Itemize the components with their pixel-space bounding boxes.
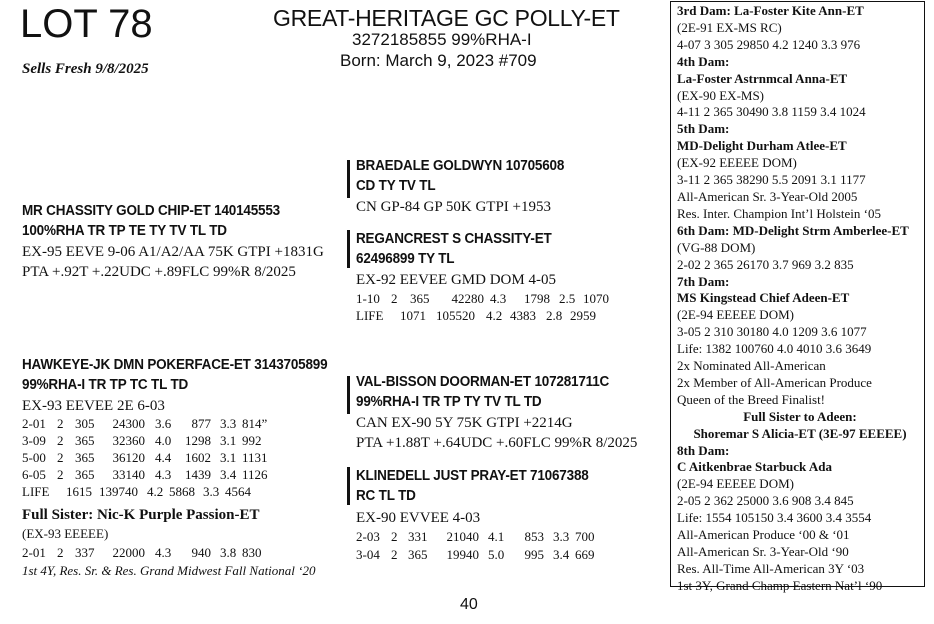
- rec-prot: 830: [242, 545, 262, 560]
- pedigree-line: 2-05 2 362 25000 3.6 908 3.4 845: [677, 493, 854, 509]
- sire-dam-record-row: [356, 291, 609, 307]
- rec-milk: 21040: [446, 529, 479, 544]
- rec-times: 2: [57, 450, 64, 465]
- dam-sire-bracket: [347, 376, 350, 414]
- dam-life-row: [22, 484, 251, 500]
- pedigree-line: MS Kingstead Chief Adeen-ET: [677, 290, 850, 306]
- rec-label: LIFE: [22, 484, 50, 499]
- rec-days: 305: [75, 416, 95, 431]
- pedigree-line: 7th Dam:: [677, 273, 730, 289]
- dam-record-row: [22, 450, 268, 466]
- pedigree-line: Life: 1382 100760 4.0 4010 3.6 3649: [677, 341, 872, 357]
- dam-dam-name: KLINEDELL JUST PRAY-ET 71067388: [356, 468, 589, 484]
- rec-fat: 995: [524, 547, 544, 562]
- rec-fat-pct: 4.0: [155, 433, 172, 448]
- pedigree-line: 5th Dam:: [677, 121, 730, 137]
- rec-fat-pct: 4.2: [486, 308, 503, 323]
- rec-days: 365: [75, 433, 95, 448]
- rec-milk: 19940: [446, 547, 479, 562]
- rec-age: 3-04: [356, 547, 380, 562]
- pedigree-line: (2E-94 EEEEE DOM): [677, 307, 794, 323]
- pedigree-line: MD-Delight Durham Atlee-ET: [677, 138, 847, 154]
- rec-fat-pct: 4.3: [490, 291, 507, 306]
- sire-dam-classification: EX-92 EEVEE GMD DOM 4-05: [356, 272, 556, 288]
- rec-milk: 33140: [112, 467, 145, 482]
- rec-days: 331: [408, 529, 428, 544]
- rec-prot: 669: [575, 547, 595, 562]
- animal-birthdate: Born: March 9, 2023 #709: [340, 51, 537, 70]
- dam-record-row: [22, 467, 268, 483]
- pedigree-line: 2x Nominated All-American: [677, 358, 826, 374]
- dam-full-sister-class: (EX-93 EEEEE): [22, 526, 109, 541]
- dam-dam-bracket: [347, 467, 350, 505]
- animal-name: GREAT-HERITAGE GC POLLY-ET: [273, 5, 620, 31]
- lot-number: LOT 78: [20, 2, 153, 46]
- dam-sire-classification: CAN EX-90 5Y 75K GTPI +2214G: [356, 415, 573, 431]
- sire-codes: 100%RHA TR TP TE TY TV TL TD: [22, 223, 227, 239]
- dam-sire-proof: PTA +1.88T +.64UDC +.60FLC 99%R 8/2025: [356, 435, 638, 451]
- pedigree-line: 4-07 3 305 29850 4.2 1240 3.3 976: [677, 36, 861, 52]
- dam-dam-record-row: [356, 529, 595, 545]
- rec-prot-pct: 3.1: [220, 433, 237, 448]
- dam-sire-codes: 99%RHA-I TR TP TY TV TL TD: [356, 394, 542, 410]
- rec-milk: 22000: [112, 545, 145, 560]
- rec-prot-pct: 3.4: [220, 467, 237, 482]
- pedigree-line: (VG-88 DOM): [677, 239, 756, 255]
- rec-fat: 877: [191, 416, 211, 431]
- sire-sire-bracket: [347, 160, 350, 198]
- pedigree-line: (EX-92 EEEEE DOM): [677, 155, 797, 171]
- dam-name: HAWKEYE-JK DMN POKERFACE-ET 3143705899: [22, 357, 328, 373]
- rec-prot: 2959: [570, 308, 596, 323]
- pedigree-line: 4-11 2 365 30490 3.8 1159 3.4 1024: [677, 104, 866, 120]
- dam-dam-codes: RC TL TD: [356, 488, 416, 504]
- rec-prot-pct: 2.8: [546, 308, 563, 323]
- rec-prot: 1131: [242, 450, 268, 465]
- dam-full-sister: Full Sister: Nic-K Purple Passion-ET: [22, 507, 260, 523]
- sire-dam-bracket: [347, 230, 350, 268]
- rec-days: 365: [75, 467, 95, 482]
- rec-prot: 1126: [242, 467, 268, 482]
- rec-milk: 105520: [436, 308, 475, 323]
- rec-fat: 1602: [185, 450, 211, 465]
- sire-sire-codes: CD TY TV TL: [356, 178, 436, 194]
- animal-registration: 3272185855 99%RHA-I: [352, 30, 532, 49]
- pedigree-line: 4th Dam:: [677, 53, 730, 69]
- dam-sire-name: VAL-BISSON DOORMAN-ET 107281711C: [356, 374, 610, 390]
- rec-fat: 4383: [510, 308, 536, 323]
- pedigree-line: Full Sister to Adeen:: [743, 408, 857, 424]
- rec-prot-pct: 2.5: [559, 291, 576, 306]
- rec-fat-pct: 4.3: [155, 467, 172, 482]
- rec-prot-pct: 3.1: [220, 450, 237, 465]
- pedigree-line: 3-05 2 310 30180 4.0 1209 3.6 1077: [677, 324, 867, 340]
- rec-prot: 814”: [242, 416, 268, 431]
- rec-times: 2: [57, 467, 64, 482]
- sire-proof: PTA +.92T +.22UDC +.89FLC 99%R 8/2025: [22, 264, 296, 280]
- rec-fat-pct: 5.0: [488, 547, 505, 562]
- rec-age: 1-10: [356, 291, 380, 306]
- dam-classification: EX-93 EEVEE 2E 6-03: [22, 398, 165, 414]
- rec-fat-pct: 4.4: [155, 450, 172, 465]
- pedigree-line: Res. Inter. Champion Int’l Holstein ‘05: [677, 205, 882, 221]
- rec-times: 2: [57, 545, 64, 560]
- dam-codes: 99%RHA-I TR TP TC TL TD: [22, 377, 189, 393]
- pedigree-line: Res. All-Time All-American 3Y ‘03: [677, 560, 865, 576]
- rec-fat: 1298: [185, 433, 211, 448]
- rec-milk: 42280: [451, 291, 484, 306]
- rec-fat: 853: [524, 529, 544, 544]
- sire-name: MR CHASSITY GOLD CHIP-ET 140145553: [22, 203, 280, 219]
- pedigree-line: Shoremar S Alicia-ET (3E-97 EEEEE): [693, 425, 907, 441]
- rec-fat: 5868: [169, 484, 195, 499]
- pedigree-line: 6th Dam: MD-Delight Strm Amberlee-ET: [677, 222, 909, 238]
- pedigree-line: 3-11 2 365 38290 5.5 2091 3.1 1177: [677, 172, 866, 188]
- rec-milk: 32360: [112, 433, 145, 448]
- pedigree-line: (2E-91 EX-MS RC): [677, 19, 782, 35]
- rec-times: 2: [391, 547, 398, 562]
- rec-age: 6-05: [22, 467, 46, 482]
- pedigree-line: (2E-94 EEEEE DOM): [677, 476, 794, 492]
- sire-dam-reg: 62496899 TY TL: [356, 251, 455, 267]
- dam-dam-record-row: [356, 547, 595, 563]
- rec-fat: 940: [191, 545, 211, 560]
- dam-record-row: [22, 433, 262, 449]
- dam-full-sister-record: [22, 545, 262, 561]
- rec-age: 2-01: [22, 545, 46, 560]
- rec-prot: 992: [242, 433, 262, 448]
- rec-fat-pct: 4.1: [488, 529, 505, 544]
- rec-days: 365: [408, 547, 428, 562]
- pedigree-line: La-Foster Astrnmcal Anna-ET: [677, 70, 848, 86]
- rec-times: 2: [57, 433, 64, 448]
- rec-times: 2: [391, 529, 398, 544]
- sire-dam-name: REGANCREST S CHASSITY-ET: [356, 231, 552, 247]
- pedigree-line: All-American Produce ‘00 & ‘01: [677, 527, 850, 543]
- rec-prot-pct: 3.3: [220, 416, 237, 431]
- extended-pedigree: [677, 3, 923, 595]
- pedigree-line: (EX-90 EX-MS): [677, 87, 765, 103]
- pedigree-line: All-American Sr. 3-Year-Old ‘90: [677, 544, 849, 559]
- sells-fresh-date: Sells Fresh 9/8/2025: [22, 61, 149, 77]
- rec-fat-pct: 4.2: [147, 484, 164, 499]
- dam-full-sister-note: 1st 4Y, Res. Sr. & Res. Grand Midwest Fall National ‘20: [22, 563, 316, 578]
- rec-age: 3-09: [22, 433, 46, 448]
- rec-prot: 1070: [583, 291, 609, 306]
- sire-dam-life-row: [356, 308, 596, 324]
- rec-milk: 139740: [99, 484, 138, 499]
- sire-sire-proof: CN GP-84 GP 50K GTPI +1953: [356, 199, 551, 215]
- dam-record-row: [22, 416, 267, 432]
- pedigree-line: C Aitkenbrae Starbuck Ada: [677, 459, 832, 475]
- rec-prot: 4564: [225, 484, 251, 499]
- pedigree-line: 3rd Dam: La-Foster Kite Ann-ET: [677, 3, 864, 18]
- pedigree-line: 8th Dam:: [677, 442, 730, 458]
- rec-days: 337: [75, 545, 95, 560]
- rec-times: 2: [391, 291, 398, 306]
- rec-prot-pct: 3.3: [553, 529, 570, 544]
- rec-milk: 36120: [112, 450, 145, 465]
- sire-sire-name: BRAEDALE GOLDWYN 10705608: [356, 158, 565, 174]
- rec-prot-pct: 3.3: [203, 484, 220, 499]
- pedigree-line: 1st 3Y, Grand Champ Eastern Nat’l ‘90: [677, 577, 883, 593]
- rec-prot: 700: [575, 529, 595, 544]
- rec-label: LIFE: [356, 308, 384, 323]
- rec-fat-pct: 3.6: [155, 416, 172, 431]
- sire-classification: EX-95 EEVE 9-06 A1/A2/AA 75K GTPI +1831G: [22, 244, 324, 260]
- rec-days: 365: [410, 291, 430, 306]
- rec-fat-pct: 4.3: [155, 545, 172, 560]
- rec-fat: 1798: [524, 291, 550, 306]
- rec-age: 2-03: [356, 529, 380, 544]
- pedigree-line: Queen of the Breed Finalist!: [677, 391, 826, 407]
- rec-prot-pct: 3.8: [220, 545, 237, 560]
- pedigree-line: All-American Sr. 3-Year-Old 2005: [677, 188, 858, 204]
- rec-milk: 24300: [112, 416, 145, 431]
- rec-days: 365: [75, 450, 95, 465]
- rec-age: 5-00: [22, 450, 46, 465]
- rec-days: 1615: [66, 484, 92, 499]
- dam-dam-classification: EX-90 EVVEE 4-03: [356, 510, 481, 526]
- pedigree-line: Life: 1554 105150 3.4 3600 3.4 3554: [677, 510, 872, 526]
- rec-age: 2-01: [22, 416, 46, 431]
- rec-days: 1071: [400, 308, 426, 323]
- rec-prot-pct: 3.4: [553, 547, 570, 562]
- pedigree-line: 2-02 2 365 26170 3.7 969 3.2 835: [677, 256, 854, 272]
- pedigree-line: 2x Member of All-American Produce: [677, 374, 872, 390]
- rec-times: 2: [57, 416, 64, 431]
- rec-fat: 1439: [185, 467, 211, 482]
- page-number: 40: [460, 596, 478, 613]
